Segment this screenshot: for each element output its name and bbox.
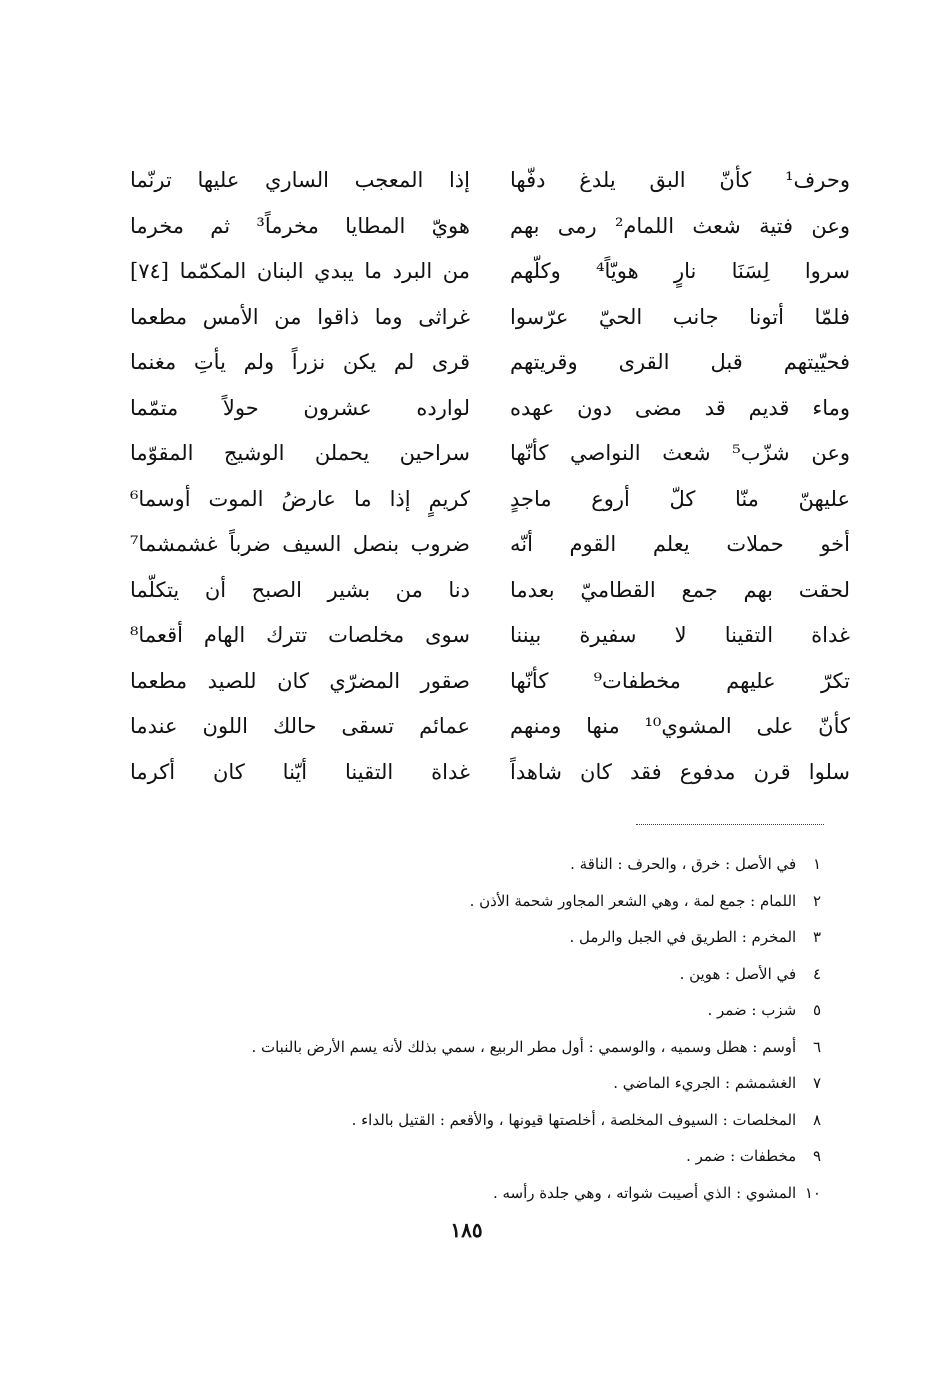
footnote-number: ٨ <box>812 1110 821 1129</box>
footnote <box>121 992 821 1029</box>
poem-verses <box>130 158 850 795</box>
footnote <box>121 1029 821 1066</box>
verse-first-hemistich: سلوا قرن مدفوع فقد كان شاهداً <box>510 759 850 784</box>
verse-second-hemistich: هويّ المطايا مخرماً³ ثم مخرما <box>130 213 470 238</box>
footnote-text: المخرم : الطريق في الجبل والرمل . <box>569 928 797 946</box>
footnote <box>121 956 821 993</box>
verse-second-hemistich: ضروب بنصل السيف ضرباً غشمشما⁷ <box>130 532 470 556</box>
footnote-number: ٣ <box>812 928 821 946</box>
footnote <box>121 1102 821 1139</box>
footnote-text: أوسم : هطل وسميه ، والوسمي : أول مطر الربيع ، سمي بذلك لأنه يسم الأرض بالنبات . <box>251 1037 797 1056</box>
verse-second-hemistich: كريمٍ إذا ما عارضُ الموت أوسما⁶ <box>130 486 470 511</box>
verse-second-hemistich: قرى لم يكن نزراً ولم يأتِ مغنما <box>130 350 470 374</box>
verse-first-hemistich: فلمّا أتونا جانب الحيّ عرّسوا <box>510 304 850 329</box>
footnote-number: ٤ <box>812 964 821 983</box>
footnote-text: اللمام : جمع لمة ، وهي الشعر المجاور شحمة الأذن . <box>469 891 797 910</box>
footnote-text: شزب : ضمر . <box>707 1001 797 1019</box>
verse-first-hemistich: غداة التقينا لا سفيرة بيننا <box>510 623 850 647</box>
footnote <box>121 1138 821 1175</box>
footnote <box>121 1065 821 1102</box>
footnote <box>121 919 821 956</box>
verse-second-hemistich: إذا المعجب الساري عليها ترنّما <box>130 168 470 192</box>
verse-first-hemistich: لحقت بهم جمع القطاميّ بعدما <box>510 577 850 602</box>
footnote-number: ٧ <box>812 1074 821 1092</box>
verse-second-hemistich: عمائم تسقى حالك اللون عندما <box>130 714 470 738</box>
verse-first-hemistich: وماء قديم قد مضى دون عهده <box>510 395 850 420</box>
verse-second-hemistich: غراثى وما ذاقوا من الأمس مطعما <box>130 304 470 329</box>
footnote-text: في الأصل : هوين . <box>679 964 797 983</box>
footnote-number: ٢ <box>812 891 821 910</box>
footnote-text: المشوي : الذي أصيبت شواته ، وهي جلدة رأسه . <box>492 1183 797 1202</box>
footnote-text: مخطفات : ضمر . <box>686 1147 797 1165</box>
verse-second-hemistich: لوارده عشرون حولاً متمّما <box>130 395 470 420</box>
verse-second-hemistich: سوى مخلصات تترك الهام أقعما⁸ <box>130 623 470 647</box>
verse-second-hemistich: من البرد ما يبدي البنان المكمّما [٧٤] <box>130 259 470 283</box>
verse-first-hemistich: فحيّيتهم قبل القرى وقريتهم <box>510 350 850 374</box>
page-number: ١٨٥ <box>450 1218 483 1242</box>
footnote-number: ٩ <box>812 1147 821 1165</box>
verse-first-hemistich: تكرّ عليهم مخطفات⁹ كأنّها <box>510 668 850 693</box>
footnote <box>121 1175 821 1212</box>
verse-second-hemistich: غداة التقينا أيّنا كان أكرما <box>130 759 470 784</box>
verse-second-hemistich: سراحين يحملن الوشيج المقوّما <box>130 441 470 465</box>
footnotes <box>121 846 821 1211</box>
footnote-number: ٥ <box>812 1001 821 1019</box>
verse-first-hemistich: كأنّ على المشوي¹⁰ منها ومنهم <box>510 714 850 738</box>
verse-second-hemistich: دنا من بشير الصبح أن يتكلّما <box>130 577 470 602</box>
verse-first-hemistich: وحرف¹ كأنّ البق يلدغ دفّها <box>510 168 850 192</box>
footnote <box>121 883 821 920</box>
footnote-separator <box>636 824 824 825</box>
footnote <box>121 846 821 883</box>
footnote-number: ١٠ <box>804 1183 821 1202</box>
footnote-number: ١ <box>812 855 821 873</box>
verse-second-hemistich: صقور المضرّي كان للصيد مطعما <box>130 668 470 693</box>
footnote-text: المخلصات : السيوف المخلصة ، أخلصتها قيونها ، والأقعم : القتيل بالداء . <box>351 1110 797 1129</box>
footnote-number: ٦ <box>812 1037 821 1056</box>
footnote-text: الغشمشم : الجريء الماضي . <box>613 1074 797 1092</box>
verse-first-hemistich: وعن شزّب⁵ شعث النواصي كأنّها <box>510 441 850 465</box>
verse-first-hemistich: وعن فتية شعث اللمام² رمى بهم <box>510 213 850 238</box>
verse-first-hemistich: سروا لِسَنَا نارٍ هويّاً⁴ وكلّهم <box>510 259 850 283</box>
verse-first-hemistich: أخو حملات يعلم القوم أنّه <box>510 532 850 556</box>
verse-first-hemistich: عليهنّ منّا كلّ أروع ماجدٍ <box>510 486 850 511</box>
footnote-text: في الأصل : خرق ، والحرف : الناقة . <box>570 855 797 873</box>
